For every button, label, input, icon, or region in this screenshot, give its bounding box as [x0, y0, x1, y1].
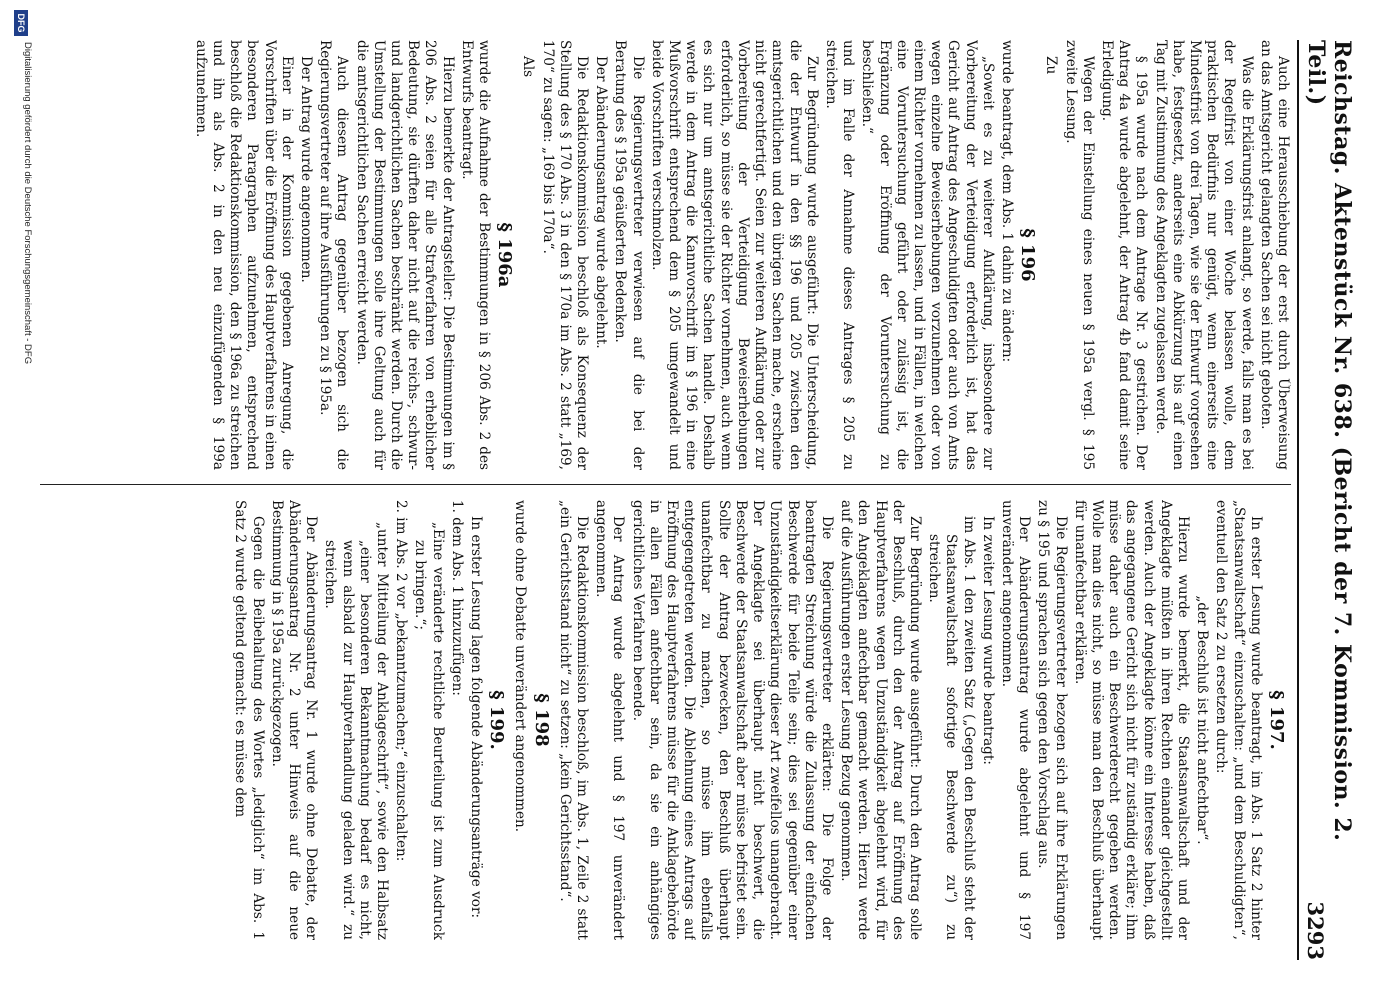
paragraph: Hierzu wurde bemerkt, die Staatsanwaltschaft und der Angeklagte müßten in ihren Rechten einander gleichgestellt werden. Auch der Angeklagte könne ein Interesse haben, daß das angegangene Gericht sich nicht für zuständig erkläre; ihm müsse daher auch ein Beschwerderecht gegeben werden. Wolle man dies nicht, so müsse man den Beschluß überhaupt für unanfechtbar erklären. — [1071, 500, 1191, 940]
column-divider — [40, 484, 1291, 485]
quoted-line: „der Beschluß ist nicht anfechtbar“. — [1194, 595, 1211, 845]
paragraph: Gegen die Beibehaltung des Wortes „lediglich“ im Abs. 1 Satz 2 wurde geltend gemacht: es müsse dem — [232, 500, 266, 940]
list-item: 2. im Abs. 2 vor „bekanntzumachen;“ einzuschalten: — [393, 500, 410, 862]
intro-word: Als — [520, 56, 537, 78]
paragraph: Der Antrag wurde angenommen. — [298, 56, 315, 283]
dfg-logo: DFG — [14, 10, 28, 36]
quoted-paragraph: „Soweit es zu weiterer Aufklärung, insbesondere zur Vorbereitung der Verteidigung erforderlich ist, hat das Gericht auf Antrag des Angeschuldigten oder auch von Amts wegen einzelne Beweiserhebungen vorzunehmen oder von einem Richter vornehmen zu lassen, und in Fällen, in welchen eine Voruntersuchung geführt oder zulässig ist, die Ergänzung oder Eröffnung der Voruntersuchung zu beschließen.“ — [859, 40, 996, 470]
paragraph: In zweiter Lesung wurde beantragt: — [979, 516, 996, 765]
paragraph: In erster Lesung wurde beantragt, im Abs. 1 Satz 2 hinter „Staatsanwaltschaft“ einzuschalten: „und dem Beschuldigten“, eventuell den Satz 2 zu ersetzen durch: — [1213, 500, 1264, 940]
section-heading-198: § 198 — [530, 693, 552, 747]
paragraph: Der Abänderungsantrag Nr. 1 wurde ohne Debatte, der Abänderungsantrag Nr. 2 unter Hinweis auf die neue Bestimmung in § 195a zurückgezogen. — [268, 500, 320, 940]
paragraph: wurde beantragt, dem Abs. 1 dahin zu ändern: — [998, 40, 1015, 363]
section-heading-196: § 196 — [1017, 228, 1039, 282]
paragraph: Der Abänderungsantrag wurde abgelehnt und § 197 unverändert angenommen. — [998, 500, 1033, 940]
quoted-paragraph: „unter Mitteilung der Anklageschrift“, sowie den Halbsatz „einer besonderen Bekanntmachung bedarf es nicht, wenn alsbald zur Hauptverhandlung geladen wird.“ zu streichen. — [322, 522, 391, 940]
section-heading-199: § 199. — [486, 690, 508, 750]
paragraph: Der Antrag wurde abgelehnt und § 197 unverändert angenommen. — [593, 500, 627, 940]
paragraph: Die Redaktionskommission beschloß, im Abs. 1, Zeile 2 statt „ein Gerichtsstand nicht“ zu setzen: „kein Gerichtsstand“. — [556, 500, 591, 940]
page-number: 3293 — [1303, 901, 1328, 960]
paragraph: Wegen der Einstellung eines neuen § 195a vergl. § 195 zweite Lesung. — [1062, 40, 1096, 470]
paragraph: § 195a wurde nach dem Antrage Nr. 3 gestrichen. Der Antrag 4a wurde abgelehnt, der Antrag 4b fand damit seine Erledigung. — [1098, 40, 1150, 470]
left-column — [40, 40, 1291, 470]
paragraph: Der Abänderungsantrag wurde abgelehnt. — [593, 56, 610, 349]
paragraph: wurde die Aufnahme der Bestimmungen in § 206 Abs. 2 des Entwurfs beantragt. — [458, 40, 493, 470]
right-column — [40, 500, 1291, 940]
paragraph: Zur Begründung wurde ausgeführt: Durch den Antrag solle der Beschluß, durch den der Antrag auf Eröffnung des Hauptverfahrens wegen Unzuständigkeit abgelehnt wird, für den Angeklagten anfechtbar gemacht werden. Hierzu werde auf die Ausführungen erster Lesung Bezug genommen. — [838, 500, 923, 940]
paragraph: Die Regierungsvertreter verwiesen auf die bei der Beratung des § 195a geäußerten Bedenken. — [612, 40, 646, 470]
paragraph: wurde ohne Debatte unverändert angenommen. — [512, 500, 529, 833]
paragraph: Auch eine Herausschiebung der erst durch Überweisung an das Amtsgericht gelangten Sachen sei nicht geboten. — [1257, 40, 1291, 470]
list-item: 1. dem Abs. 1 hinzuzufügen: — [448, 500, 465, 696]
paragraph: Die Regierungsvertreter bezogen sich auf ihre Erklärungen zu § 195 und sprachen sich gegen den Vorschlag aus. — [1035, 500, 1069, 940]
section-heading-197: § 197. — [1266, 690, 1287, 750]
quoted-paragraph: im Abs. 1 den zweiten Satz („Gegen den Beschluß steht der Staatsanwaltschaft sofortige Beschwerde zu“) zu streichen. — [926, 516, 977, 940]
paragraph: Auch diesem Antrag gegenüber bezogen sich die Regierungsvertreter auf ihre Ausführungen zu § 195a. — [317, 40, 351, 470]
paragraph: und im Falle der Annahme dieses Antrages § 205 zu streichen. — [822, 40, 857, 470]
paragraph: In erster Lesung lagen folgende Abänderungsanträge vor: — [468, 516, 485, 919]
paragraph: Einer in der Kommission gegebenen Anregung, die Vorschriften über die Eröffnung des Hauptverfahrens in einen besonderen Paragraphen aufzunehmen, entsprechend beschloß die Redaktionskommission, den § 196a zu streichen und ihn als Abs. 2 in den neu einzufügenden § 199a aufzunehmen. — [192, 40, 295, 470]
header-title: Reichstag. Aktenstück Nr. 638. (Bericht der 7. Kommission. 2. Teil.) — [1303, 40, 1355, 842]
quoted-paragraph: „Eine veränderte rechtliche Beurteilung ist zum Ausdruck zu bringen.“; — [412, 522, 446, 940]
paragraph: Die Regierungsvertreter erklärten: Die Folge der beantragten Streichung würde die Zulassung der einfachen Beschwerde für beide Teile sein; dies sei gegenüber einer Unzuständigkeitserklärung dieser Art zweifellos unangebracht. Der Angeklagte sei überhaupt nicht beschwert, die Beschwerde der Staatsanwaltschaft aber müsse befristet sein. Sollte der Antrag bezwecken, den Beschluß überhaupt unanfechtbar zu machen, so müsse ihm ebenfalls entgegengetreten werden. Die Ablehnung eines Antrags auf Eröffnung des Hauptverfahrens müsse für die Anklagebehörde in allen Fällen anfechtbar sein, da sie ein anhängiges gerichtliches Verfahren beende. — [629, 500, 835, 940]
digitization-credit: Digitalisierung gefördert durch die Deutsche Forschungsgemeinschaft - DFG — [22, 42, 33, 365]
paragraph: Was die Erklärungsfrist anlangt, so werde, falls man es bei der Regelfrist von einer Woche belassen wolle, dem praktischen Bedürfnis nur genügt, wenn einerseits eine Mindestfrist von drei Tagen, wie sie der Entwurf vorgesehen habe, festgesetzt, anderseits eine Abkürzung bis auf einen Tag mit Zustimmung des Angeklagten zugelassen werde. — [1152, 40, 1255, 470]
intro-word: Zu — [1043, 56, 1060, 75]
page-header — [1297, 40, 1355, 960]
paragraph: Zur Begründung wurde ausgeführt: Die Unterscheidung, die der Entwurf in den §§ 196 und 205 zwischen den amtsgerichtlichen und den übrigen Sachen mache, erscheine nicht gerechtfertigt. Seien zur weiteren Aufklärung oder zur Vorbereitung der Verteidigung Beweiserhebungen erforderlich, so müsse sie der Richter vornehmen, auch wenn es sich nur um amtsgerichtliche Sachen handle. Deshalb werde in dem Antrag die Kannvorschrift im § 196 in eine Mußvorschrift entsprechend dem § 205 umgewandelt und beide Vorschriften verschmolzen. — [648, 40, 820, 470]
section-heading-196a: § 196a — [494, 222, 516, 288]
paragraph: Die Redaktionskommission beschloß als Konsequenz der Stellung des § 170 Abs. 3 in den § 170a im Abs. 2 statt „169, 170“ zu sagen: „169 bis 170a“. — [539, 40, 591, 470]
paragraph: Hierzu bemerkte der Antragsteller: Die Bestimmungen im § 206 Abs. 2 seien für alle Strafverfahren von erheblicher Bedeutung, sie dürften daher nicht auf die reichs-, schwur- und landgerichtlichen Sachen beschränkt werden. Durch die Umstellung der Bestimmungen solle ihre Geltung auch für die amtsgerichtlichen Sachen erreicht werden. — [353, 40, 456, 470]
